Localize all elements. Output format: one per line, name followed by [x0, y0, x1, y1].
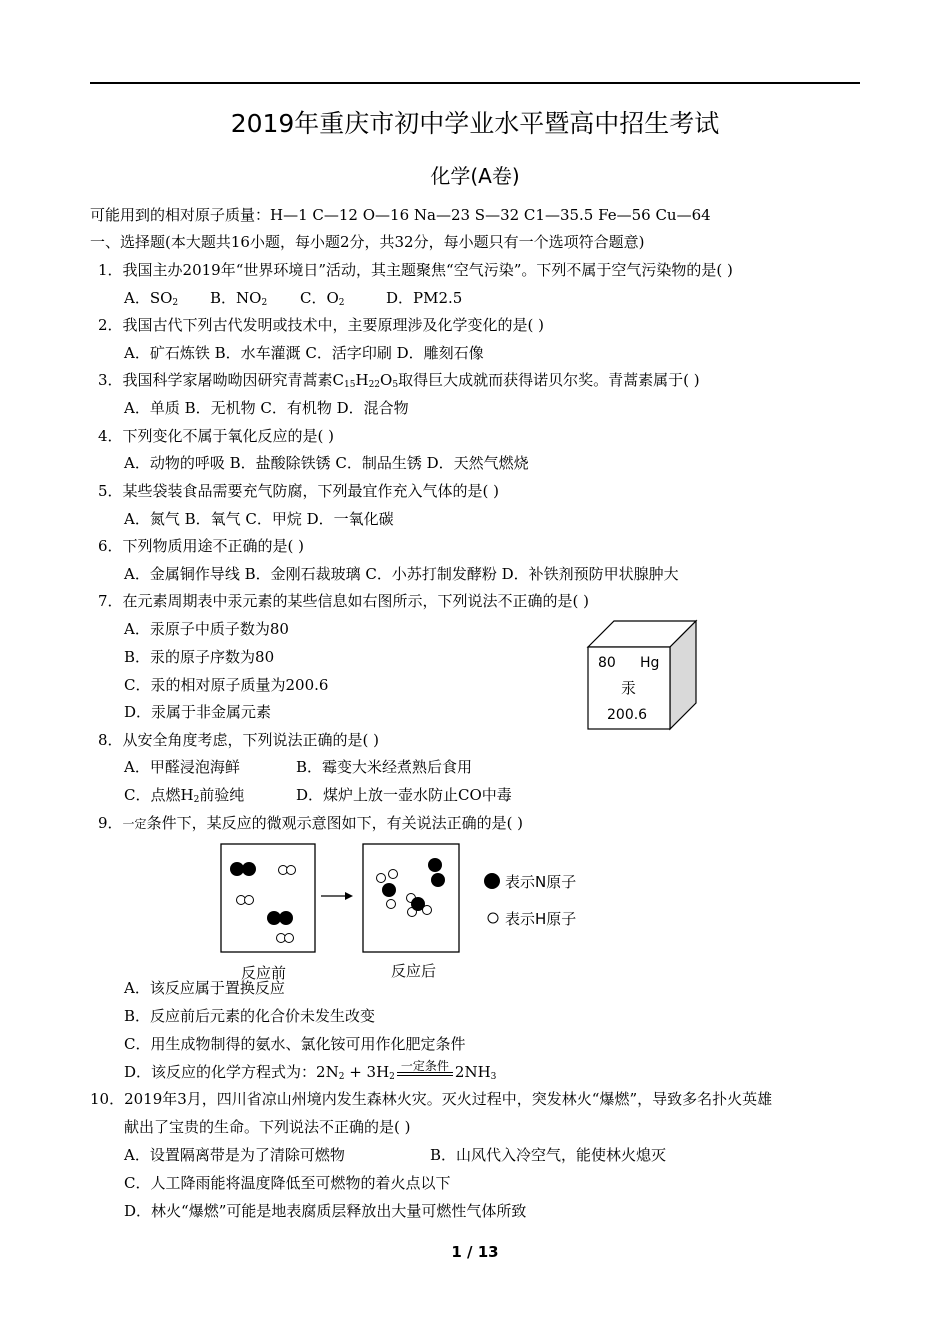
top-rule: [90, 82, 860, 84]
q8-option-c: C．点燃$H_2$前验纯: [124, 786, 245, 805]
q3-stem: 3．我国科学家屠呦呦因研究青蒿素$C_{15}H_{22}O_5$取得巨大成就而获得诺贝尔奖。青蒿素属于( ): [98, 371, 700, 390]
q8-option-a: A．甲醛浸泡海鲜: [124, 758, 240, 776]
q10-stem-line2: 献出了宝贵的生命。下列说法不正确的是( ): [124, 1118, 411, 1136]
q4-options: A．动物的呼吸 B．盐酸除铁锈 C．制品生锈 D．天然气燃烧: [124, 454, 529, 472]
q10-stem-line1: 10．2019年3月，四川省凉山州境内发生森林火灾。灭火过程中，突发林火“爆燃”，导致多名扑火英雄: [90, 1090, 773, 1108]
tile-name: 汞: [621, 679, 637, 697]
q8-option-b: B．霉变大米经煮熟后食用: [296, 758, 473, 776]
q2-stem: 2．我国古代下列古代发明或技术中，主要原理涉及化学变化的是( ): [98, 316, 545, 334]
q1-option-a: A．$SO_2$: [124, 289, 179, 308]
q9-stem: 9．一定条件下，某反应的微观示意图如下，有关说法正确的是( ): [98, 814, 524, 832]
page-subtitle: 化学(A卷): [430, 164, 520, 188]
q7-stem: 7．在元素周期表中汞元素的某些信息如右图所示，下列说法不正确的是( ): [98, 592, 590, 610]
q3-options: A．单质 B．无机物 C．有机物 D．混合物: [124, 399, 409, 417]
q10-option-a: A．设置隔离带是为了清除可燃物: [124, 1146, 345, 1164]
q8-stem: 8．从安全角度考虑，下列说法正确的是( ): [98, 731, 380, 749]
h-atom-legend-icon: [488, 913, 498, 923]
q2-options: A．矿石炼铁 B．水车灌溉 C．活字印刷 D．雕刻石像: [124, 344, 484, 362]
q7-option-c: C．汞的相对原子质量为200.6: [124, 676, 329, 694]
q7-option-d: D．汞属于非金属元素: [124, 703, 272, 721]
q5-stem: 5．某些袋装食品需要充气防腐，下列最宜作充入气体的是( ): [98, 482, 500, 500]
q10-option-b: B．山风代入冷空气，能使林火熄灭: [430, 1146, 667, 1164]
q7-option-a: A．汞原子中质子数为80: [124, 620, 289, 638]
q9-option-a: A．该反应属于置换反应: [124, 979, 285, 997]
q1-stem: 1．我国主办2019年“世界环境日”活动，其主题聚焦“空气污染”。下列不属于空气污染物的是( ): [98, 261, 733, 279]
q10-option-d: D．林火“爆燃”可能是地表腐质层释放出大量可燃性气体所致: [124, 1202, 527, 1220]
q7-option-b: B．汞的原子序数为80: [124, 648, 275, 666]
n-atom-legend-icon: [484, 873, 500, 889]
reaction-diagram: [215, 838, 605, 983]
q1-option-b: B．$NO_2$: [210, 289, 268, 308]
q9-option-b: B．反应前后元素的化合价未发生改变: [124, 1007, 376, 1025]
q6-options: A．金属铜作导线 B．金刚石裁玻璃 C．小苏打制发酵粉 D．补铁剂预防甲状腺肿大: [124, 565, 679, 583]
q4-stem: 4．下列变化不属于氧化反应的是( ): [98, 427, 335, 445]
label-before: 反应前: [241, 964, 287, 982]
page-number: 1 / 13: [451, 1243, 499, 1261]
legend-n-label: 表示N原子: [505, 873, 577, 891]
reaction-condition: 一定条件: [395, 1062, 455, 1080]
q9-option-c: C．用生成物制得的氨水、氯化铵可用作化肥定条件: [124, 1035, 466, 1053]
q9-option-d: D．该反应的化学方程式为：$2N_2 + 3H_2$ 一定条件 $2NH_3$: [124, 1059, 497, 1082]
before-box: [221, 844, 315, 952]
legend-h-label: 表示H原子: [505, 910, 577, 928]
atomic-mass-note: 可能用到的相对原子质量：H—1 C—12 O—16 Na—23 S—32 C1—35.5 Fe—56 Cu—64: [90, 206, 711, 224]
tile-symbol: Hg: [640, 655, 660, 671]
q8-option-d: D．煤炉上放一壶水防止CO中毒: [296, 786, 512, 804]
mercury-element-tile: [580, 615, 705, 735]
q10-option-c: C．人工降雨能将温度降低至可燃物的着火点以下: [124, 1174, 451, 1192]
tile-atomic-number: 80: [598, 655, 616, 671]
section-heading: 一、选择题(本大题共16小题，每小题2分，共32分，每小题只有一个选项符合题意): [90, 233, 645, 251]
q6-stem: 6．下列物质用途不正确的是( ): [98, 537, 305, 555]
q1-option-d: D．PM2.5: [386, 289, 463, 307]
tile-mass: 200.6: [607, 707, 648, 723]
q5-options: A．氮气 B．氧气 C．甲烷 D．一氧化碳: [124, 510, 394, 528]
label-after: 反应后: [391, 962, 437, 980]
q1-option-c: C．$O_2$: [300, 289, 345, 308]
page-title: 2019年重庆市初中学业水平暨高中招生考试: [230, 109, 720, 138]
